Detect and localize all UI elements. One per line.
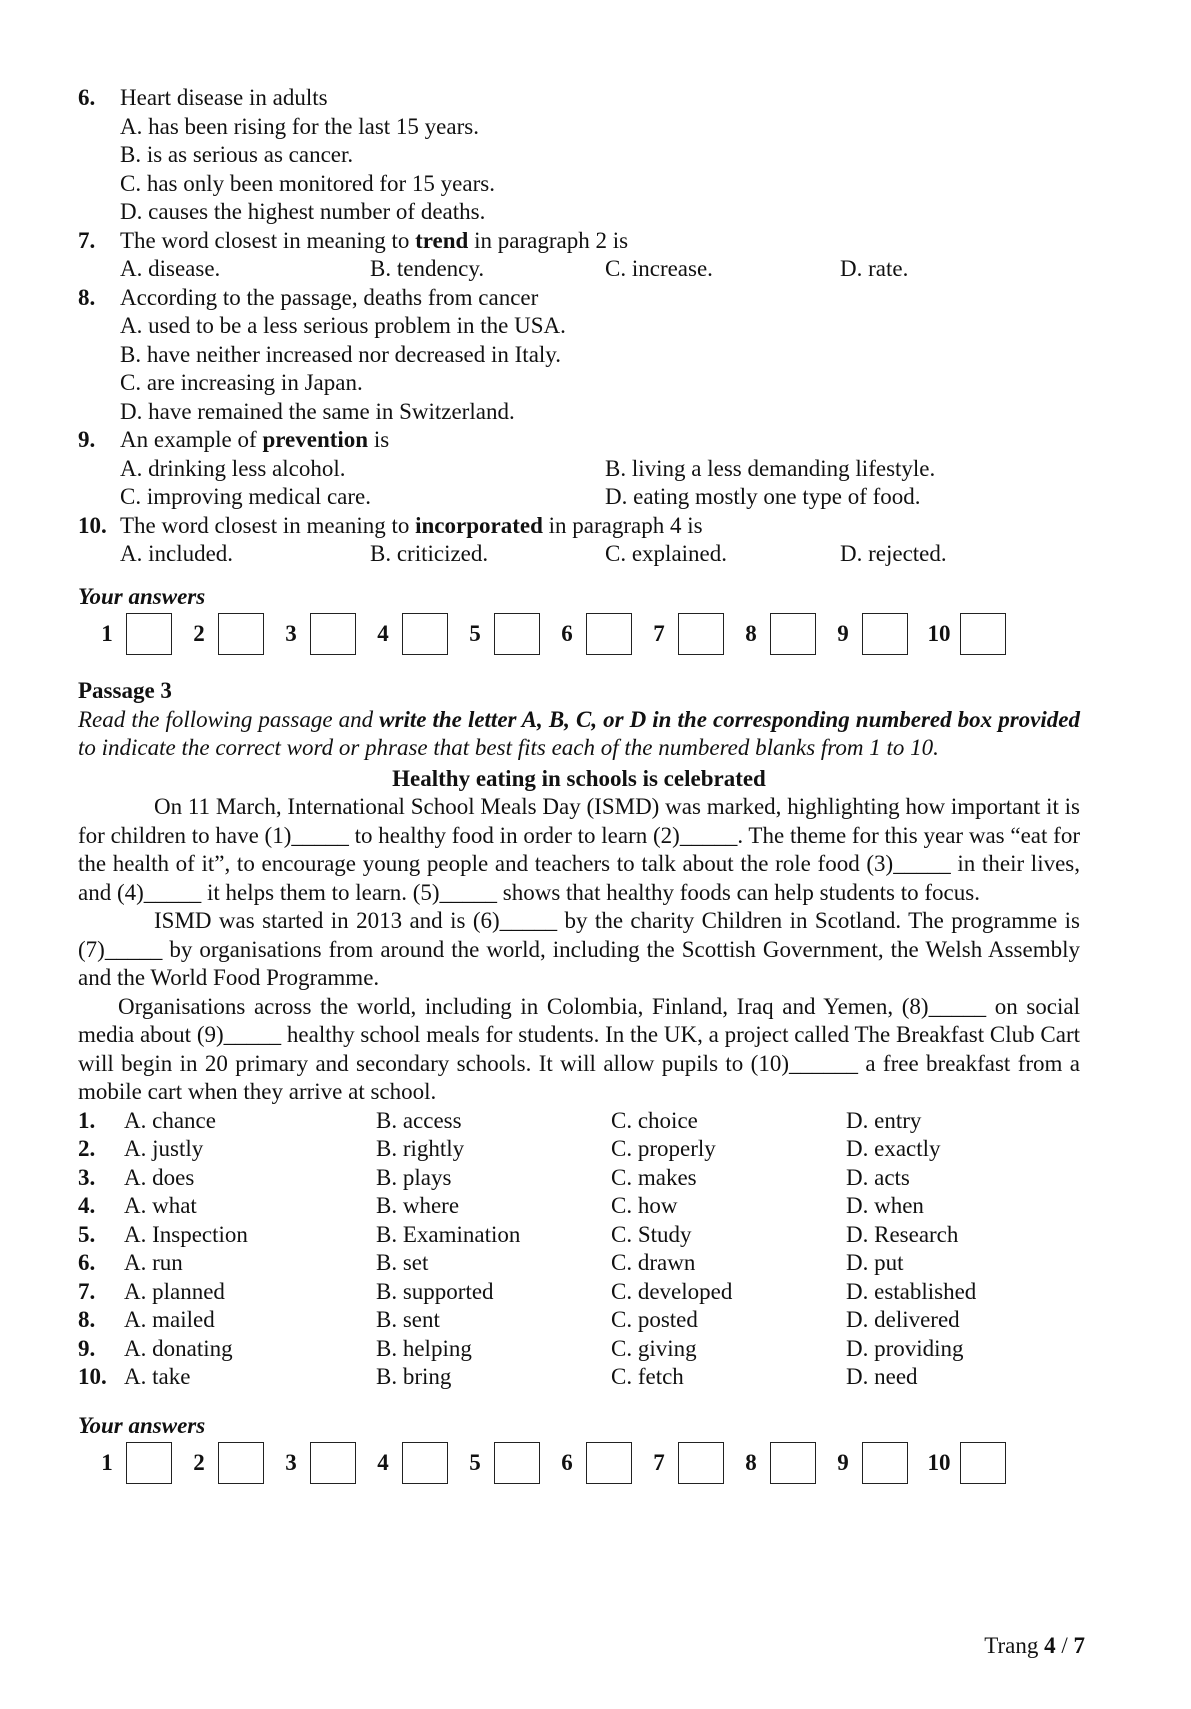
- blank-row: 1. A. chance B. access C. choice D. entry: [78, 1107, 922, 1133]
- answer-number: 4: [377, 620, 389, 646]
- option: D. causes the highest number of deaths.: [120, 199, 486, 224]
- blank-row: 3. A. does B. plays C. makes D. acts: [78, 1164, 910, 1190]
- blank-row: 10. A. take B. bring C. fetch D. need: [78, 1364, 918, 1389]
- answer-box[interactable]: [126, 1442, 172, 1484]
- answer-box[interactable]: [586, 1442, 632, 1484]
- question-stem: Heart disease in adults: [120, 85, 328, 110]
- answer-box[interactable]: [770, 1442, 816, 1484]
- answer-number: 2: [193, 1449, 205, 1475]
- answer-box[interactable]: [310, 613, 356, 655]
- answer-number: 3: [285, 620, 297, 646]
- option: D. have remained the same in Switzerland.: [120, 398, 515, 424]
- answer-box[interactable]: [960, 613, 1006, 655]
- option: B. criticized.: [370, 541, 489, 566]
- option: B. have neither increased nor decreased in Italy.: [120, 341, 562, 367]
- blank-row: 4. A. what B. where C. how D. when: [78, 1193, 924, 1218]
- question-number: 9.: [78, 427, 96, 452]
- option: C. has only been monitored for 15 years.: [120, 170, 495, 196]
- blank-row: 8. A. mailed B. sent C. posted D. delivered: [78, 1307, 960, 1332]
- blank-row: 7. A. planned B. supported C. developed D. established: [78, 1278, 977, 1304]
- answer-number: 10: [927, 620, 951, 646]
- option: C. improving medical care.: [120, 484, 372, 509]
- question-7: [78, 227, 1080, 284]
- blank-row: 9. A. donating B. helping C. giving D. providing: [78, 1335, 964, 1361]
- question-number: 6.: [78, 85, 96, 110]
- answer-box[interactable]: [678, 613, 724, 655]
- answer-box[interactable]: [402, 613, 448, 655]
- question-9: [78, 426, 1080, 512]
- answer-box[interactable]: [862, 1442, 908, 1484]
- option: B. living a less demanding lifestyle.: [605, 455, 936, 481]
- answer-number: 1: [101, 620, 113, 646]
- answer-number: 10: [927, 1449, 951, 1475]
- answer-number: 9: [837, 620, 849, 646]
- answer-number: 5: [469, 1449, 481, 1475]
- blank-options: [78, 1107, 1080, 1392]
- option: A. drinking less alcohol.: [120, 455, 346, 481]
- answer-box[interactable]: [494, 1442, 540, 1484]
- answer-box[interactable]: [218, 613, 264, 655]
- option: A. disease.: [120, 256, 221, 281]
- answer-boxes-passage-3: [94, 1442, 1080, 1484]
- option: A. used to be a less serious problem in the USA.: [120, 313, 566, 338]
- question-number: 8.: [78, 284, 96, 310]
- question-8: [78, 284, 1080, 427]
- question-number: 7.: [78, 227, 96, 253]
- your-answers-label: Your answers: [78, 583, 206, 609]
- option: B. tendency.: [370, 256, 485, 281]
- option: A. included.: [120, 541, 234, 566]
- answer-box[interactable]: [310, 1442, 356, 1484]
- answer-number: 8: [745, 620, 757, 646]
- answer-box[interactable]: [218, 1442, 264, 1484]
- answer-box[interactable]: [770, 613, 816, 655]
- option: D. eating mostly one type of food.: [605, 484, 921, 509]
- question-stem: According to the passage, deaths from cancer: [120, 284, 539, 310]
- question-number: 10.: [78, 512, 107, 538]
- answer-box[interactable]: [402, 1442, 448, 1484]
- answer-number: 7: [653, 1449, 665, 1475]
- answer-number: 4: [377, 1449, 389, 1475]
- blank-row: 2. A. justly B. rightly C. properly D. exactly: [78, 1136, 941, 1161]
- answer-number: 6: [561, 1449, 573, 1475]
- answer-box[interactable]: [960, 1442, 1006, 1484]
- passage-paragraph: ISMD was started in 2013 and is (6)_____ by the charity Children in Scotland. The programme is (7)_____ by organisations from around the world, including the Scottish Government, the Welsh Assembly and the World Food Programme.: [78, 908, 1080, 990]
- answer-number: 8: [745, 1449, 757, 1475]
- exam-page: [78, 84, 1080, 1484]
- answer-boxes-passage-2: [94, 613, 1080, 655]
- passage-paragraph: Organisations across the world, including in Colombia, Finland, Iraq and Yemen, (8)_____ on social media about (9)_____ healthy school meals for students. In the UK, a project called The Breakfast Club Cart will begin in 20 primary and secondary schools. It will allow pupils to (10)______ a free breakfast from a mobile cart when they arrive at school.: [78, 993, 1080, 1104]
- answer-number: 9: [837, 1449, 849, 1475]
- answer-box[interactable]: [862, 613, 908, 655]
- option: A. has been rising for the last 15 years.: [120, 113, 479, 139]
- question-6: [78, 84, 1080, 227]
- blank-row: 6. A. run B. set C. drawn D. put: [78, 1250, 904, 1275]
- passage-title: Passage 3: [78, 678, 172, 703]
- answer-number: 7: [653, 620, 665, 646]
- your-answers-label: Your answers: [78, 1412, 206, 1438]
- option: C. are increasing in Japan.: [120, 370, 363, 395]
- answer-number: 5: [469, 620, 481, 646]
- answer-number: 2: [193, 620, 205, 646]
- answer-number: 3: [285, 1449, 297, 1475]
- question-stem: An example of prevention is: [120, 427, 390, 452]
- option: D. rate.: [840, 256, 909, 281]
- passage-instruction: Read the following passage and write the letter A, B, C, or D in the corresponding numbered box provided to indicate the correct word or phrase that best fits each of the numbered blanks from 1 to 10.: [78, 706, 1080, 760]
- answer-box[interactable]: [494, 613, 540, 655]
- option: C. increase.: [605, 256, 713, 281]
- passage-paragraph: On 11 March, International School Meals Day (ISMD) was marked, highlighting how important it is for children to have (1)_____ to healthy food in order to learn (2)_____. The theme for this year was “eat for the health of it”, to encourage young people and teachers to talk about the role food (3)_____ in their lives, and (4)_____ it helps them to learn. (5)_____ shows that healthy foods can help students to focus.: [78, 794, 1080, 905]
- passage-heading: Healthy eating in schools is celebrated: [392, 765, 766, 791]
- answer-number: 6: [561, 620, 573, 646]
- blank-row: 5. A. Inspection B. Examination C. Study D. Research: [78, 1221, 959, 1247]
- page-number: Trang 4 / 7: [984, 1633, 1085, 1658]
- option: B. is as serious as cancer.: [120, 142, 354, 167]
- answer-box[interactable]: [678, 1442, 724, 1484]
- question-stem: The word closest in meaning to trend in paragraph 2 is: [120, 227, 629, 253]
- answer-box[interactable]: [586, 613, 632, 655]
- question-stem: The word closest in meaning to incorporated in paragraph 4 is: [120, 512, 703, 538]
- option: C. explained.: [605, 541, 727, 566]
- answer-box[interactable]: [126, 613, 172, 655]
- option: D. rejected.: [840, 541, 947, 566]
- question-10: [78, 512, 1080, 569]
- answer-number: 1: [101, 1449, 113, 1475]
